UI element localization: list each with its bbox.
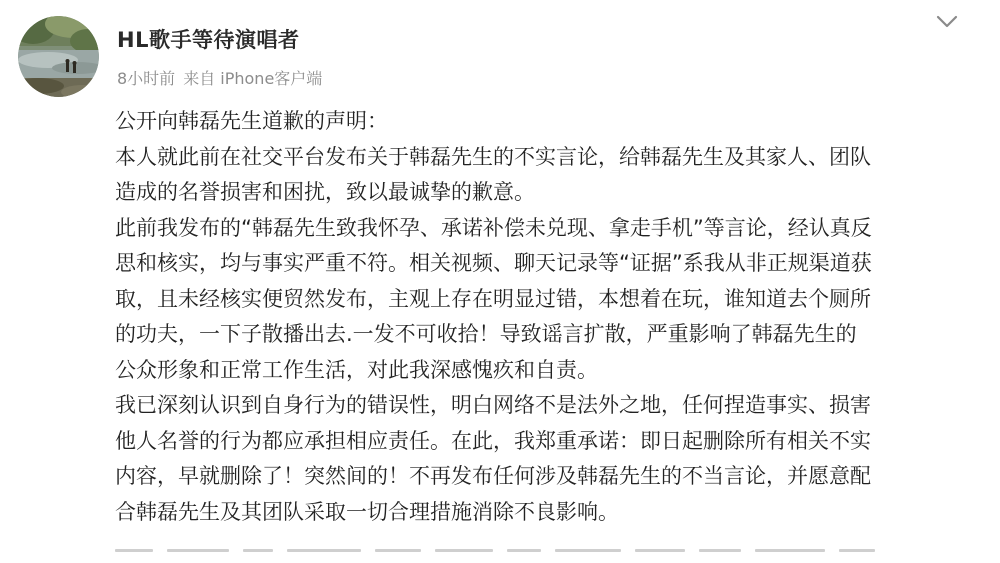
post-body-line: 合韩磊先生及其团队采取一切合理措施消除不良影响。 <box>115 499 619 524</box>
post-meta <box>117 66 322 89</box>
post-body-line: 内容，早就删除了！突然间的！不再发布任何涉及韩磊先生的不当言论，并愿意配 <box>115 464 871 488</box>
post-body <box>115 104 975 530</box>
avatar-landscape-image <box>18 16 99 97</box>
author-avatar[interactable] <box>18 16 99 97</box>
post-body-line: 此前我发布的“韩磊先生致我怀孕、承诺补偿未兑现、拿走手机”等言论，经认真反 <box>115 215 872 240</box>
post-time: 8小时前 <box>117 69 176 88</box>
post-body-line: 公众形象和正常工作生活，对此我深感愧疚和自责。 <box>115 357 598 382</box>
post-body-line: 我已深刻认识到自身行为的错误性，明白网络不是法外之地，任何捏造事实、损害 <box>115 393 871 417</box>
post-body-cut-line <box>115 549 935 563</box>
chevron-down-icon[interactable] <box>934 10 960 32</box>
post-body-line: 公开向韩磊先生道歉的声明： <box>115 109 388 133</box>
author-name[interactable]: HL歌手等待演唱者 <box>117 28 300 52</box>
post-source[interactable]: 来自 iPhone客户端 <box>183 69 323 88</box>
post-body-line: 造成的名誉损害和困扰，致以最诚挚的歉意。 <box>115 180 535 204</box>
post-body-line: 本人就此前在社交平台发布关于韩磊先生的不实言论，给韩磊先生及其家人、团队 <box>115 144 871 169</box>
post-body-line: 思和核实，均与事实严重不符。相关视频、聊天记录等“证据”系我从非正规渠道获 <box>115 251 872 275</box>
post-body-line: 取，且未经核实便贸然发布，主观上存在明显过错，本想着在玩，谁知道去个厕所 <box>115 286 871 311</box>
post-body-line: 他人名誉的行为都应承担相应责任。在此，我郑重承诺：即日起删除所有相关不实 <box>115 428 871 453</box>
post-body-line: 的功夫，一下子散播出去.一发不可收拾！导致谣言扩散，严重影响了韩磊先生的 <box>115 322 857 346</box>
